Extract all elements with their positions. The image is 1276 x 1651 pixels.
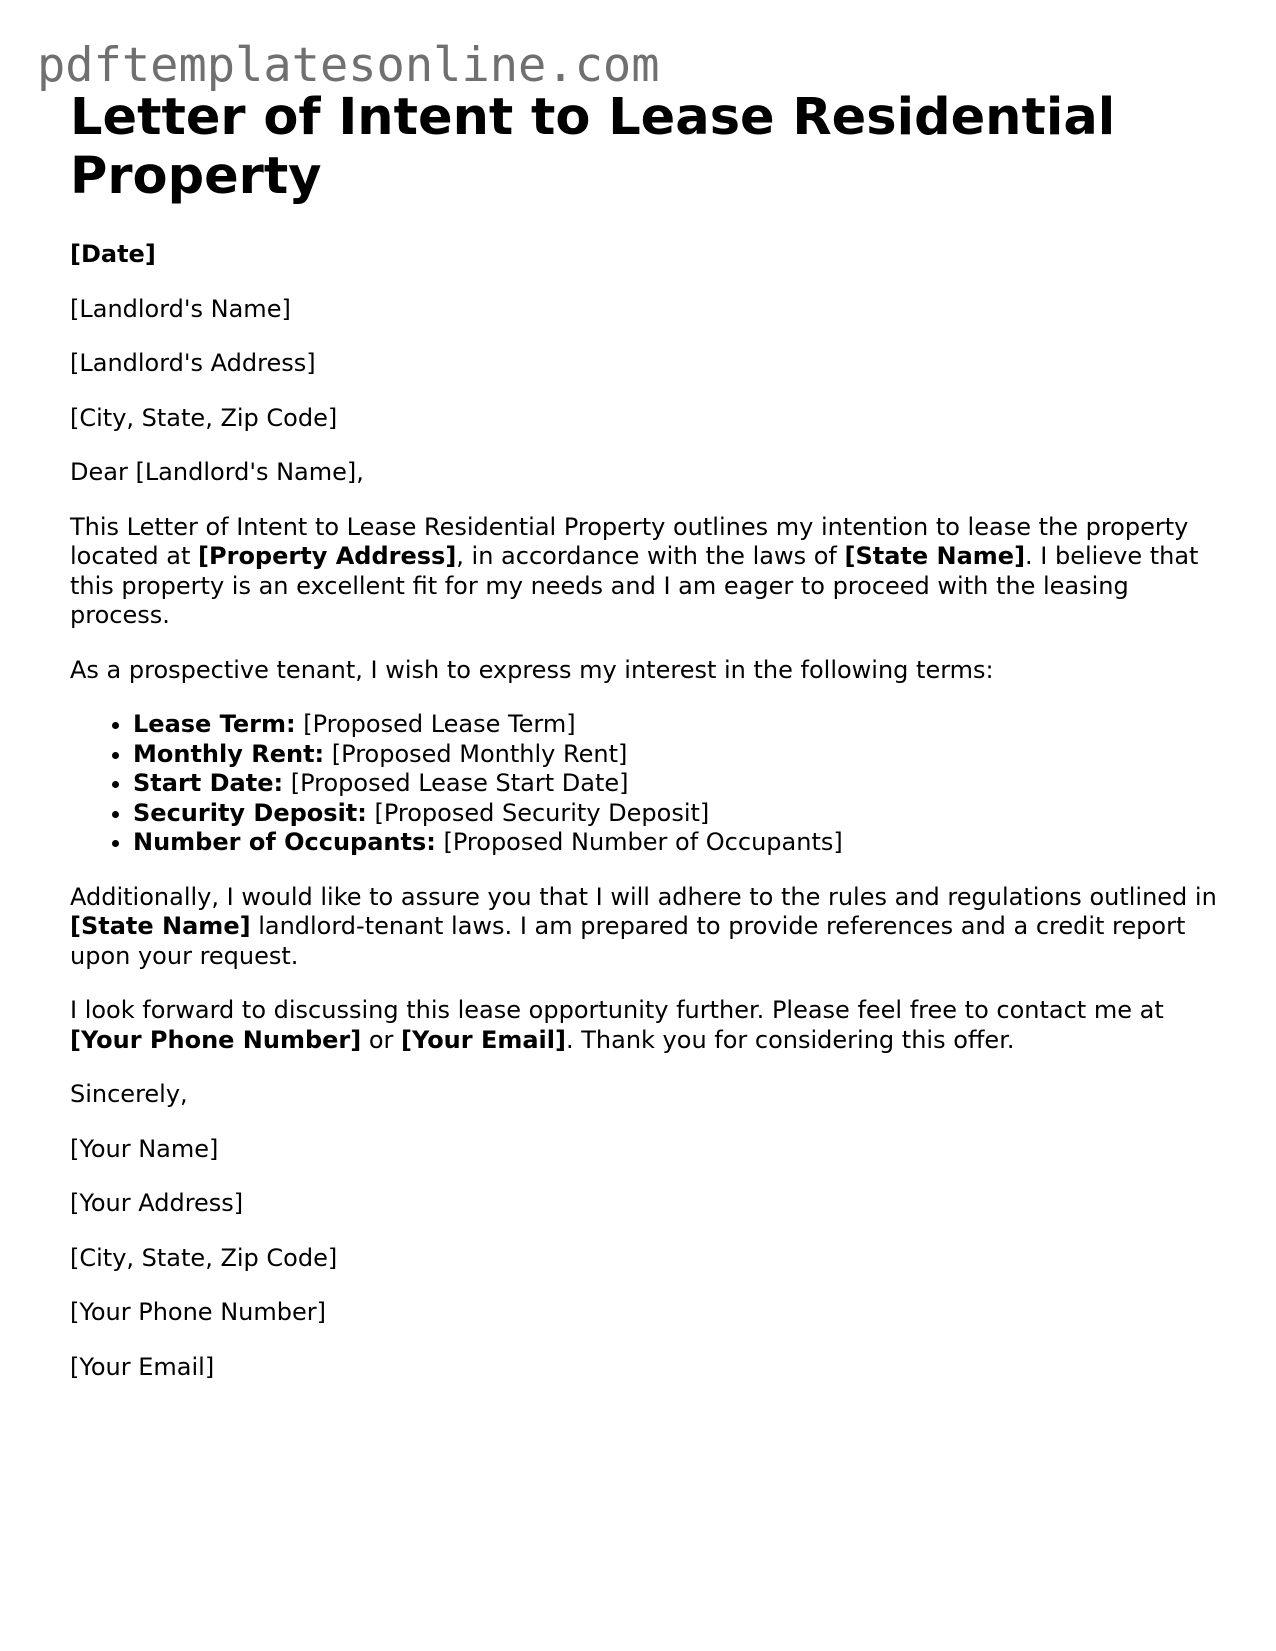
date-placeholder: [Date] (70, 240, 156, 268)
intro-paragraph (70, 513, 1220, 631)
letter-document (70, 88, 1220, 1381)
term-value: [Proposed Lease Start Date] (283, 769, 629, 797)
recipient-city-state-zip: [City, State, Zip Code] (70, 403, 338, 432)
closing-text-1: I look forward to discussing this lease opportunity further. Please feel free to contact me at (70, 996, 1164, 1024)
closing-paragraph (70, 996, 1220, 1055)
additional-text-2: landlord-tenant laws. I am prepared to provide references and a credit report upon your request. (70, 912, 1186, 970)
term-label: Start Date: (133, 769, 284, 797)
term-item-occupants (133, 828, 1220, 858)
document-title: Letter of Intent to Lease Residential Property (70, 88, 1116, 206)
closing-text-2: or (361, 1025, 402, 1054)
intro-text-3: . I believe that this property is an excellent fit for my needs and I am eager to proceed with the leasing process. (70, 542, 1199, 629)
intro-text-2: , in accordance with the laws of (456, 542, 845, 570)
term-label: Monthly Rent: (133, 739, 325, 768)
state-name-placeholder: [State Name] (70, 912, 251, 940)
property-address-placeholder: [Property Address] (198, 542, 457, 570)
letter-body (70, 240, 1220, 1407)
additional-text-1: Additionally, I would like to assure you that I will adhere to the rules and regulations outlined in (70, 882, 1217, 911)
sender-name: [Your Name] (70, 1134, 219, 1163)
sender-phone: [Your Phone Number] (70, 1298, 326, 1326)
state-name-placeholder: [State Name] (844, 542, 1026, 570)
term-value: [Proposed Lease Term] (295, 710, 576, 738)
terms-intro: As a prospective tenant, I wish to express my interest in the following terms: (70, 655, 994, 684)
term-label: Lease Term: (133, 710, 296, 738)
term-item-start-date (133, 769, 1220, 799)
intro-text-1: This Letter of Intent to Lease Residential Property outlines my intention to lease the property located at (70, 512, 1189, 570)
watermark-text: pdftemplatesonline.com (37, 38, 660, 93)
recipient-address: [Landlord's Address] (70, 349, 316, 377)
signoff: Sincerely, (70, 1080, 188, 1108)
term-value: [Proposed Security Deposit] (366, 798, 710, 827)
email-placeholder: [Your Email] (401, 1025, 566, 1054)
term-item-monthly-rent (133, 740, 1220, 770)
salutation: Dear [Landlord's Name], (70, 458, 364, 486)
terms-list (70, 710, 1220, 858)
phone-placeholder: [Your Phone Number] (70, 1025, 362, 1054)
closing-text-3: . Thank you for considering this offer. (565, 1025, 1015, 1054)
term-item-lease-term (133, 710, 1220, 740)
additional-paragraph (70, 883, 1220, 972)
sender-email: [Your Email] (70, 1352, 215, 1381)
term-label: Number of Occupants: (133, 828, 436, 856)
recipient-name: [Landlord's Name] (70, 294, 291, 323)
sender-address: [Your Address] (70, 1189, 244, 1217)
term-item-security-deposit (133, 799, 1220, 829)
date-line (70, 240, 1220, 270)
term-value: [Proposed Monthly Rent] (324, 739, 628, 768)
sender-city-state-zip: [City, State, Zip Code] (70, 1243, 338, 1272)
term-value: [Proposed Number of Occupants] (435, 828, 843, 856)
term-label: Security Deposit: (133, 798, 367, 827)
